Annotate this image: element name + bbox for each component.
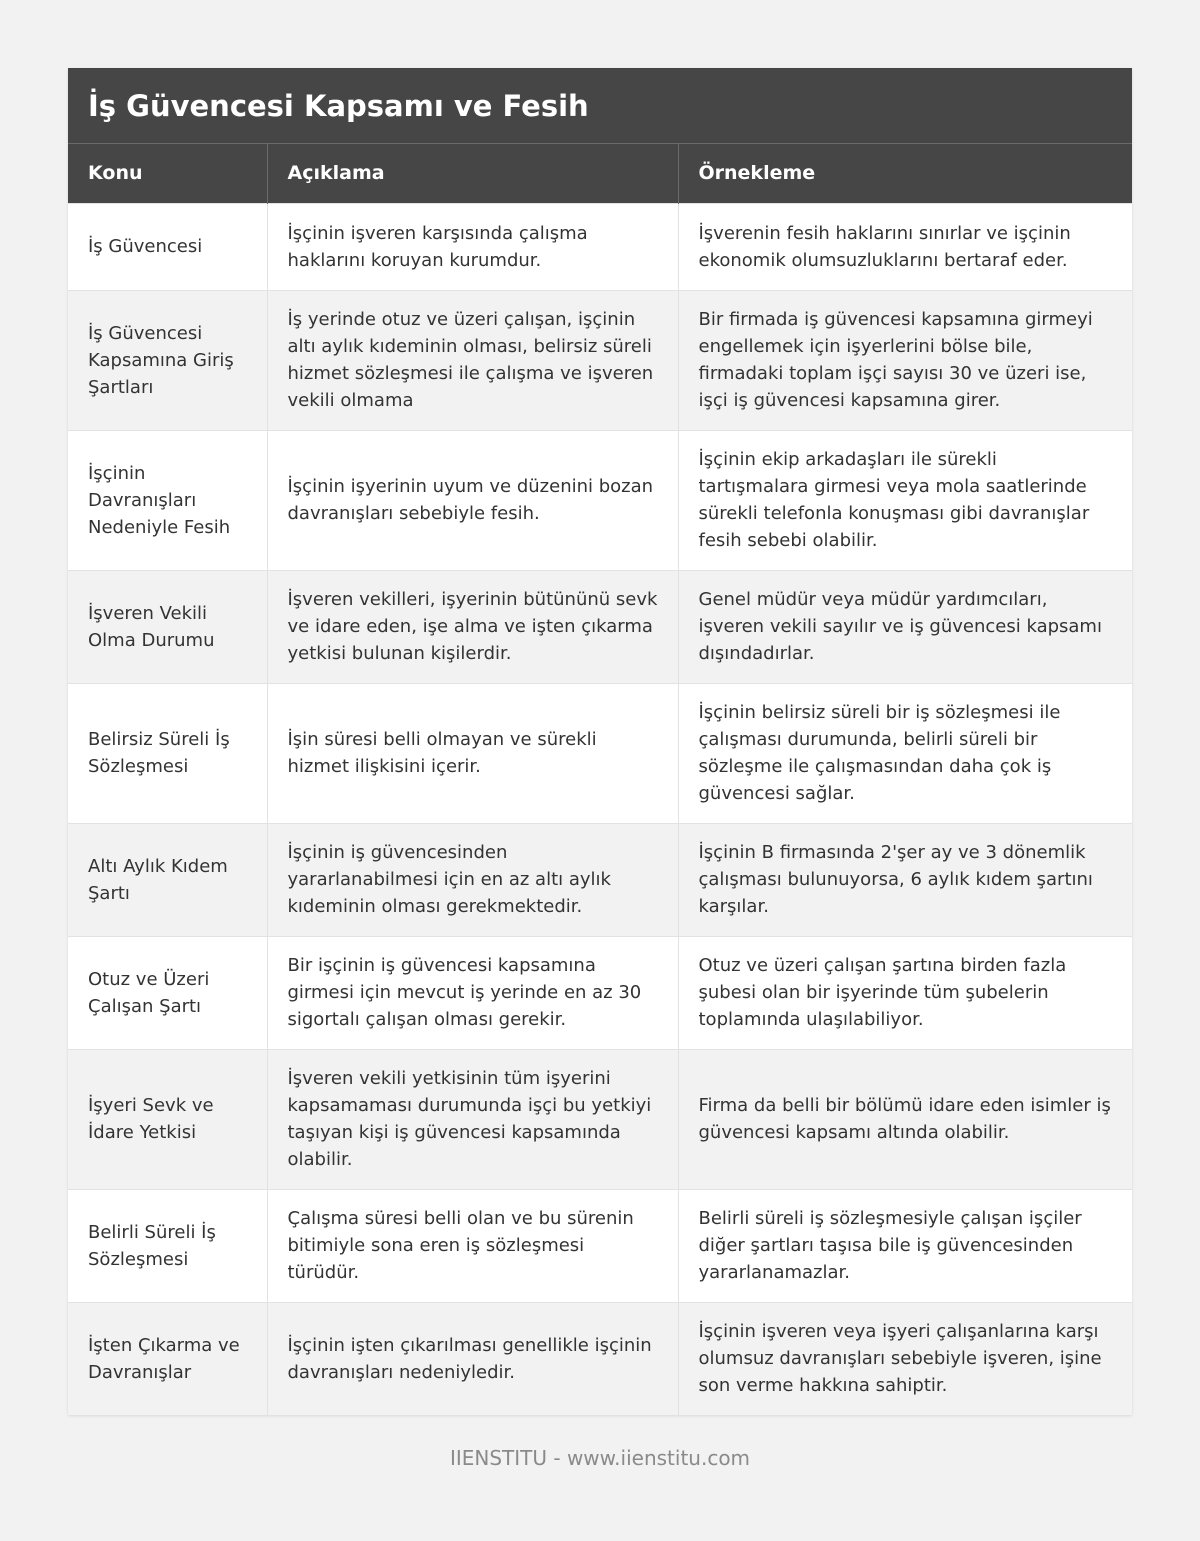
footer-credit: IIENSTITU - www.iienstitu.com <box>449 1446 751 1470</box>
cell-konu: Belirli Süreli İş Sözleşmesi <box>68 1189 267 1302</box>
cell-aciklama: Çalışma süresi belli olan ve bu sürenin bitimiyle sona eren iş sözleşmesi türüdür. <box>267 1189 678 1302</box>
data-table <box>68 144 1132 1415</box>
cell-ornekleme: Bir firmada iş güvencesi kapsamına girmeyi engellemek için işyerlerini bölse bile, firmadaki toplam işçi sayısı 30 ve üzeri ise, işçi iş güvencesi kapsamına girer. <box>678 290 1132 430</box>
cell-ornekleme: Belirli süreli iş sözleşmesiyle çalışan işçiler diğer şartları taşısa bile iş güvencesinden yararlanamazlar. <box>678 1189 1132 1302</box>
cell-konu: İş Güvencesi <box>68 203 267 290</box>
cell-konu: Altı Aylık Kıdem Şartı <box>68 823 267 936</box>
table-row <box>68 430 1132 570</box>
cell-konu: İş Güvencesi Kapsamına Giriş Şartları <box>68 290 267 430</box>
cell-aciklama: İşçinin işten çıkarılması genellikle işçinin davranışları nedeniyledir. <box>267 1302 678 1415</box>
table-row <box>68 936 1132 1049</box>
cell-ornekleme: İşverenin fesih haklarını sınırlar ve işçinin ekonomik olumsuzluklarını bertaraf eder. <box>678 203 1132 290</box>
cell-konu: İşçinin Davranışları Nedeniyle Fesih <box>68 430 267 570</box>
table-row <box>68 290 1132 430</box>
table-card <box>68 68 1132 1415</box>
cell-ornekleme: Genel müdür veya müdür yardımcıları, işveren vekili sayılır ve iş güvencesi kapsamı dışındadırlar. <box>678 570 1132 683</box>
table-row <box>68 1302 1132 1415</box>
cell-ornekleme: Otuz ve üzeri çalışan şartına birden fazla şubesi olan bir işyerinde tüm şubelerin toplamında ulaşılabiliyor. <box>678 936 1132 1049</box>
cell-konu: İşten Çıkarma ve Davranışlar <box>68 1302 267 1415</box>
cell-aciklama: İşveren vekili yetkisinin tüm işyerini kapsamaması durumunda işçi bu yetkiyi taşıyan kişi iş güvencesi kapsamında olabilir. <box>267 1049 678 1189</box>
cell-ornekleme: İşçinin ekip arkadaşları ile sürekli tartışmalara girmesi veya mola saatlerinde sürekli telefonla konuşması gibi davranışlar fesih sebebi olabilir. <box>678 430 1132 570</box>
table-row <box>68 1049 1132 1189</box>
cell-aciklama: İşin süresi belli olmayan ve sürekli hizmet ilişkisini içerir. <box>267 683 678 823</box>
cell-aciklama: İş yerinde otuz ve üzeri çalışan, işçinin altı aylık kıdeminin olması, belirsiz süreli hizmet sözleşmesi ile çalışma ve işveren vekili olmama <box>267 290 678 430</box>
cell-aciklama: İşçinin iş güvencesinden yararlanabilmesi için en az altı aylık kıdeminin olması gerekmektedir. <box>267 823 678 936</box>
cell-aciklama: İşçinin işveren karşısında çalışma haklarını koruyan kurumdur. <box>267 203 678 290</box>
header-row <box>68 144 1132 203</box>
cell-ornekleme: Firma da belli bir bölümü idare eden isimler iş güvencesi kapsamı altında olabilir. <box>678 1049 1132 1189</box>
table-row <box>68 683 1132 823</box>
cell-konu: İşveren Vekili Olma Durumu <box>68 570 267 683</box>
cell-ornekleme: İşçinin B firmasında 2'şer ay ve 3 dönemlik çalışması bulunuyorsa, 6 aylık kıdem şartını karşılar. <box>678 823 1132 936</box>
cell-aciklama: Bir işçinin iş güvencesi kapsamına girmesi için mevcut iş yerinde en az 30 sigortalı çalışan olması gerekir. <box>267 936 678 1049</box>
table-row <box>68 823 1132 936</box>
cell-konu: İşyeri Sevk ve İdare Yetkisi <box>68 1049 267 1189</box>
table-row <box>68 1189 1132 1302</box>
table-row <box>68 203 1132 290</box>
table-title: İş Güvencesi Kapsamı ve Fesih <box>68 68 1132 144</box>
cell-ornekleme: İşçinin işveren veya işyeri çalışanlarına karşı olumsuz davranışları sebebiyle işveren, işine son verme hakkına sahiptir. <box>678 1302 1132 1415</box>
column-header-aciklama: Açıklama <box>267 144 678 203</box>
cell-konu: Belirsiz Süreli İş Sözleşmesi <box>68 683 267 823</box>
cell-konu: Otuz ve Üzeri Çalışan Şartı <box>68 936 267 1049</box>
column-header-konu: Konu <box>68 144 267 203</box>
cell-aciklama: İşçinin işyerinin uyum ve düzenini bozan davranışları sebebiyle fesih. <box>267 430 678 570</box>
table-row <box>68 570 1132 683</box>
cell-aciklama: İşveren vekilleri, işyerinin bütününü sevk ve idare eden, işe alma ve işten çıkarma yetkisi bulunan kişilerdir. <box>267 570 678 683</box>
cell-ornekleme: İşçinin belirsiz süreli bir iş sözleşmesi ile çalışması durumunda, belirli süreli bir sözleşme ile çalışmasından daha çok iş güvencesi sağlar. <box>678 683 1132 823</box>
column-header-ornekleme: Örnekleme <box>678 144 1132 203</box>
